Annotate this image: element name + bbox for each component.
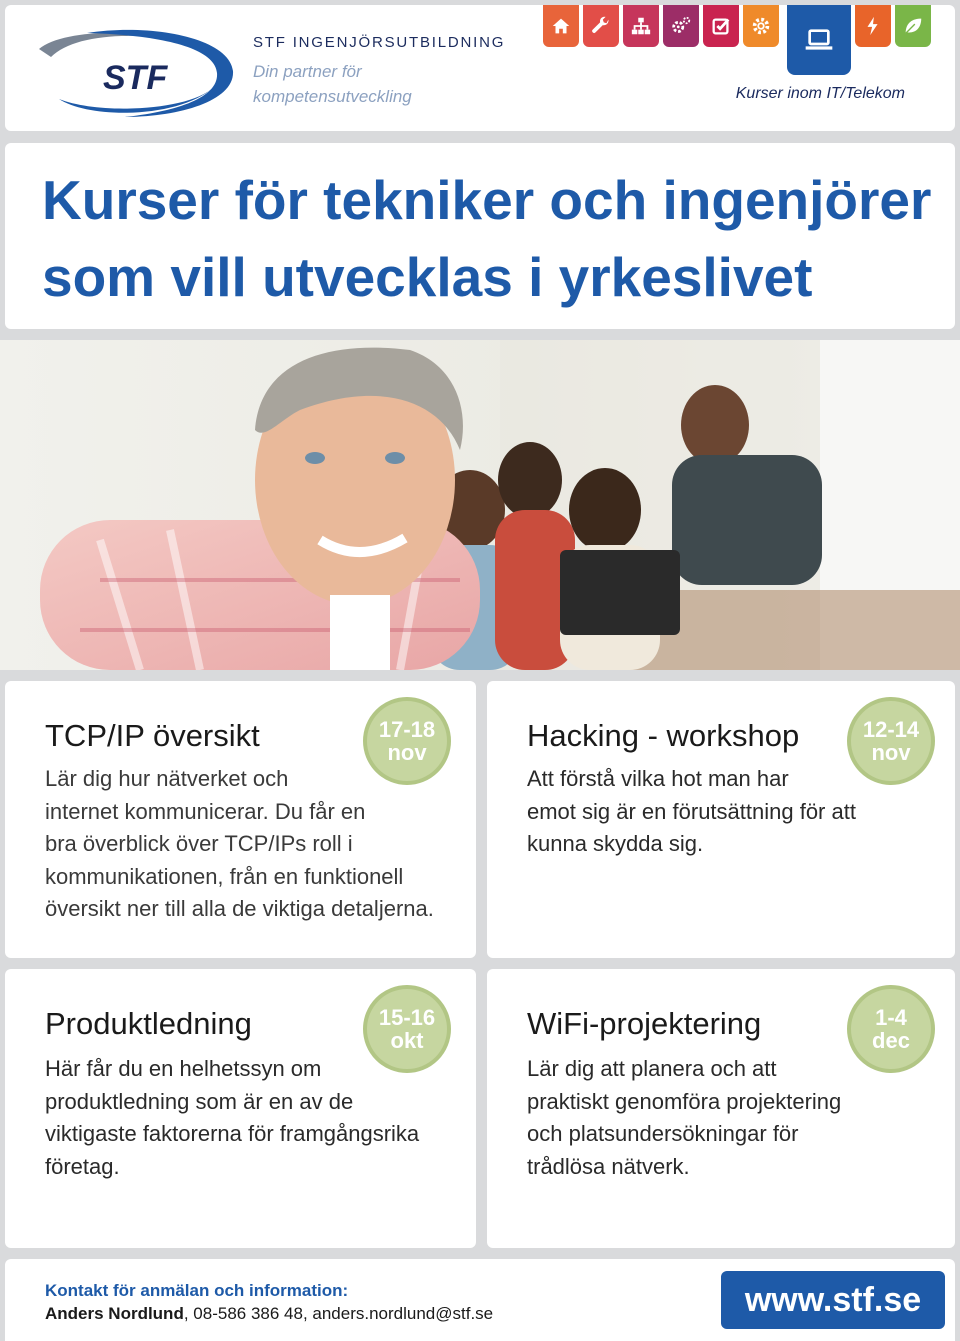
- description-line: och platsundersökningar för: [527, 1121, 799, 1146]
- course-title: WiFi-projektering: [527, 1006, 762, 1041]
- course-card-produktledning[interactable]: [5, 969, 476, 1248]
- date-month: dec: [872, 1028, 910, 1053]
- course-card-hacking[interactable]: [487, 681, 955, 958]
- course-card-tcpip[interactable]: [5, 681, 476, 958]
- course-description: [45, 763, 434, 926]
- org-name: STF INGENJÖRSUTBILDNING: [253, 34, 506, 51]
- date-month: nov: [387, 740, 427, 765]
- date-days: 1-4: [875, 1005, 907, 1030]
- network-icon[interactable]: [623, 5, 659, 47]
- date-month: okt: [390, 1028, 424, 1053]
- description-line: Lär dig hur nätverket och: [45, 766, 289, 791]
- leaf-icon[interactable]: [895, 5, 931, 47]
- category-label: Kurser inom IT/Telekom: [735, 85, 905, 102]
- description-line: Att förstå vilka hot man har: [527, 766, 789, 791]
- description-line: internet kommunicerar. Du får en: [45, 798, 366, 824]
- date-days: 17-18: [378, 717, 436, 742]
- date-days: 12-14: [862, 717, 920, 742]
- description-line: Här får du en helhetssyn om: [45, 1056, 322, 1081]
- date-badge: [847, 697, 935, 785]
- home-icon[interactable]: [543, 5, 579, 47]
- date-days: 15-16: [378, 1005, 436, 1030]
- date-badge: [847, 985, 935, 1073]
- course-title: Produktledning: [45, 1006, 252, 1041]
- description-line: bra överblick över TCP/IPs roll i: [45, 831, 353, 856]
- page-title-line-2: som vill utvecklas i yrkeslivet: [42, 246, 813, 308]
- checkbox-icon[interactable]: [703, 5, 739, 47]
- tagline: Din partner för kompetensutveckling: [253, 62, 412, 106]
- date-month: nov: [871, 740, 911, 765]
- course-description: [527, 1053, 841, 1183]
- course-title: Hacking - workshop: [527, 718, 800, 753]
- course-title: TCP/IP översikt: [45, 718, 260, 753]
- header: [5, 5, 955, 131]
- description-line: översikt ner till alla de viktiga detaljerna.: [45, 896, 434, 921]
- gears-icon[interactable]: [663, 5, 699, 47]
- contact-info: [45, 1304, 493, 1324]
- description-line: produktledning som är en av de: [45, 1088, 354, 1114]
- footer: [5, 1259, 955, 1341]
- description-line: viktigaste faktorerna för framgångsrika: [45, 1121, 420, 1146]
- laptop-icon[interactable]: [787, 5, 851, 75]
- stf-logo[interactable]: [29, 27, 237, 119]
- wrench-icon[interactable]: [583, 5, 619, 47]
- description-line: kunna skydda sig.: [527, 831, 704, 856]
- course-description: [527, 763, 856, 861]
- course-description: [45, 1053, 419, 1183]
- description-line: kommunikationen, från en funktionell: [45, 863, 404, 889]
- description-line: emot sig är en förutsättning för att: [527, 798, 856, 824]
- description-line: företag.: [45, 1153, 120, 1179]
- description-line: Lär dig att planera och att: [527, 1056, 777, 1081]
- website-link[interactable]: www.stf.se: [721, 1271, 945, 1329]
- logo-text: STF: [103, 59, 168, 97]
- page-title-line-1: Kurser för tekniker och ingenjörer: [42, 169, 932, 231]
- contact-heading: Kontakt för anmälan och information:: [45, 1281, 349, 1300]
- hero-photo: [0, 340, 960, 670]
- contact-details[interactable]: , 08-586 386 48, anders.nordlund@stf.se: [183, 1304, 494, 1323]
- contact-name: Anders Nordlund: [45, 1304, 184, 1323]
- gear-icon[interactable]: [743, 5, 779, 47]
- description-line: trådlösa nätverk.: [527, 1153, 690, 1179]
- course-card-wifi[interactable]: [487, 969, 955, 1248]
- description-line: praktiskt genomföra projektering: [527, 1088, 842, 1114]
- lightning-icon[interactable]: [855, 5, 891, 47]
